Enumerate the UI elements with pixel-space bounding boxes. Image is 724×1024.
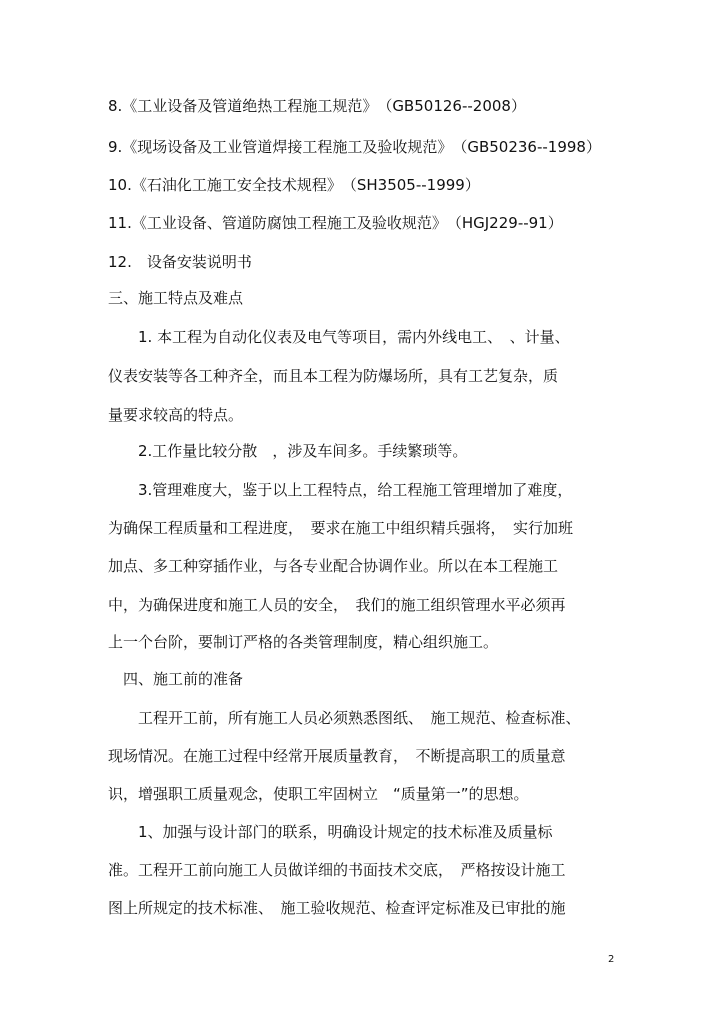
text-line: 准。工程开工前向施工人员做详细的书面技术交底， 严格按设计施工 xyxy=(108,861,566,879)
text-line: 9.《现场设备及工业管道焊接工程施工及验收规范》 （GB50236--1998） xyxy=(108,138,601,156)
text-line: 量要求较高的特点。 xyxy=(108,406,244,424)
text-line: 12. 设备安装说明书 xyxy=(108,253,252,271)
text-line: 现场情况。在施工过程中经常开展质量教育， 不断提高职工的质量意 xyxy=(108,747,566,765)
text-line: 11.《工业设备、管道防腐蚀工程施工及验收规范》 （HGJ229--91） xyxy=(108,214,563,232)
text-line: 上一个台阶，要制订严格的各类管理制度，精心组织施工。 xyxy=(108,633,499,651)
page-number: 2 xyxy=(608,954,615,965)
text-line: 工程开工前，所有施工人员必须熟悉图纸、 施工规范、检查标准、 xyxy=(108,709,581,727)
text-line: 2.工作量比较分散 ，涉及车间多。手续繁琐等。 xyxy=(108,442,468,460)
text-line: 10.《石油化工施工安全技术规程》 （SH3505--1999） xyxy=(108,176,480,194)
text-line: 中，为确保进度和施工人员的安全， 我们的施工组织管理水平必须再 xyxy=(108,596,566,614)
text-line: 图上所规定的技术标准、 施工验收规范、检查评定标准及已审批的施 xyxy=(108,899,566,917)
text-line: 1. 本工程为自动化仪表及电气等项目，需内外线电工、 、计量、 xyxy=(108,328,570,346)
text-line: 识，增强职工质量观念，使职工牢固树立 “质量第一”的思想。 xyxy=(108,785,529,803)
text-line: 加点、多工种穿插作业，与各专业配合协调作业。所以在本工程施工 xyxy=(108,557,559,575)
text-line: 8.《工业设备及管道绝热工程施工规范》 （GB50126--2008） xyxy=(108,97,526,115)
text-line: 1、加强与设计部门的联系，明确设计规定的技术标准及质量标 xyxy=(108,823,553,841)
text-line: 3.管理难度大，鉴于以上工程特点，给工程施工管理增加了难度， xyxy=(108,481,573,499)
text-line: 为确保工程质量和工程进度， 要求在施工中组织精兵强将， 实行加班 xyxy=(108,519,574,537)
text-line: 仪表安装等各工种齐全，而且本工程为防爆场所，具有工艺复杂，质 xyxy=(108,367,559,385)
section-heading: 四、施工前的准备 xyxy=(108,670,244,688)
section-heading: 三、施工特点及难点 xyxy=(108,289,244,307)
